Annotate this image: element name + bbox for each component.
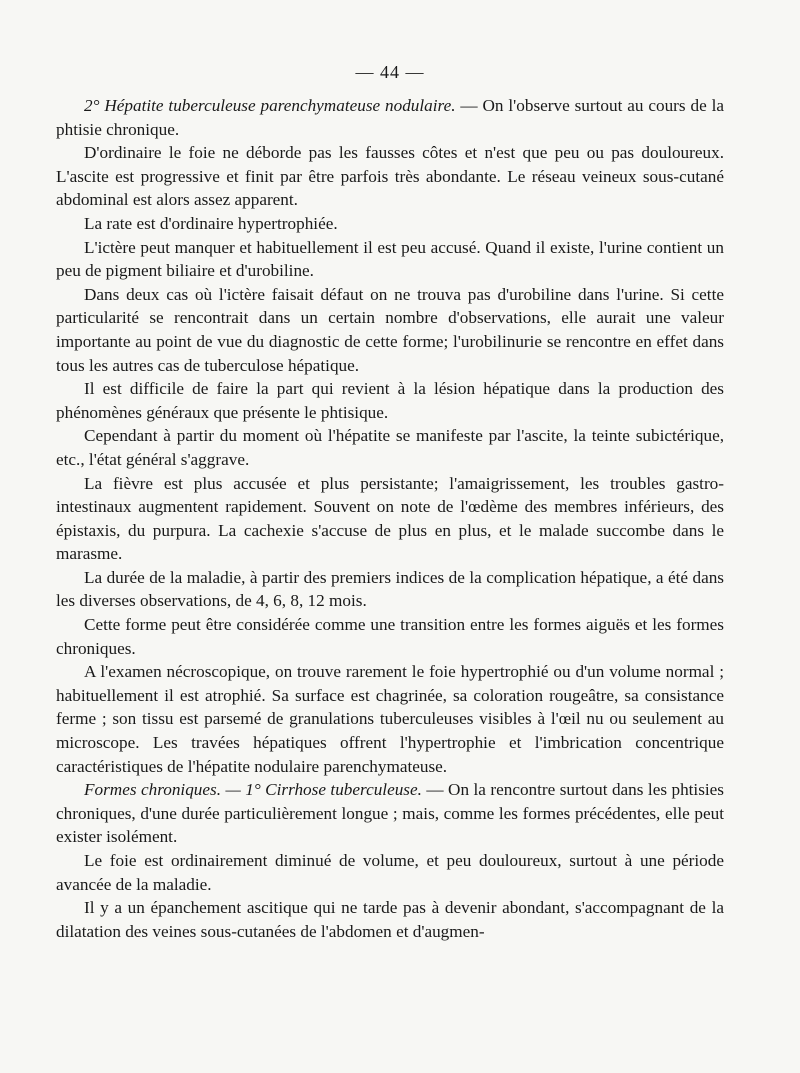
paragraph: L'ictère peut manquer et habituellement il est peu accusé. Quand il existe, l'urine contient un peu de pigment biliaire et d'urobiline. bbox=[56, 237, 724, 281]
paragraph: A l'examen nécroscopique, on trouve rarement le foie hypertrophié ou d'un volume normal ; habituellement il est atrophié. Sa surface est chagrinée, sa coloration rougeâtre, sa consistance ferme ; son tissu est parsemé de granulations tuberculeuses visibles à l'œil nu ou seulement au microscope. Les travées hépatiques offrent l'hypertrophie et l'imbrication concentrique caractéristiques de l'hépatite nodulaire parenchymateuse. bbox=[56, 662, 724, 776]
paragraph: La durée de la maladie, à partir des premiers indices de la complication hépatique, a été dans les diverses observations, de 4, 6, 8, 12 mois. bbox=[56, 567, 724, 611]
paragraph: Il y a un épanchement ascitique qui ne tarde pas à devenir abondant, s'accompagnant de la dilatation des veines sous-cutanées de l'abdomen et d'augmen- bbox=[56, 898, 724, 941]
paragraph-text: — On l'observe surtout au cours de la phtisie chronique. bbox=[56, 96, 724, 139]
paragraph-formes-chroniques bbox=[56, 778, 724, 849]
paragraph: La fièvre est plus accusée et plus persistante; l'amaigrissement, les troubles gastro-intestinaux augmentent rapidement. Souvent on note de l'œdème des membres inférieurs, des épistaxis, du purpura. La cachexie s'accuse de plus en plus, et le malade succombe dans le marasme. bbox=[56, 473, 724, 564]
paragraph: La rate est d'ordinaire hypertrophiée. bbox=[84, 213, 338, 233]
page-number: — 44 — bbox=[355, 62, 425, 82]
paragraph-hepatite-nodulaire bbox=[56, 94, 724, 141]
paragraph: Il est difficile de faire la part qui revient à la lésion hépatique dans la production des phénomènes généraux que présente le phtisique. bbox=[56, 379, 724, 422]
paragraph: D'ordinaire le foie ne déborde pas les fausses côtes et n'est que peu ou pas douloureux. L'ascite est progressive et finit par être parfois très abondante. Le réseau veineux sous-cutané abdominal est alors assez apparent. bbox=[56, 143, 724, 210]
paragraph-text: — On la rencontre surtout dans les phtisies chroniques, d'une durée particulièrement longue ; mais, comme les formes précédentes, elle peut exister isolément. bbox=[56, 780, 724, 847]
section-heading-italic: Formes chroniques. — 1° Cirrhose tuberculeuse. bbox=[84, 780, 422, 800]
paragraph: Cette forme peut être considérée comme une transition entre les formes aiguës et les formes chroniques. bbox=[56, 615, 724, 658]
section-heading-italic: 2° Hépatite tuberculeuse parenchymateuse nodulaire. bbox=[84, 96, 456, 115]
paragraph: Dans deux cas où l'ictère faisait défaut on ne trouva pas d'urobiline dans l'urine. Si cette particularité se rencontrait dans un certain nombre d'observations, elle aurait une valeur importante au point de vue du diagnostic de cette forme; l'urobilinurie se rencontre en effet dans tous les autres cas de tuberculose hépatique. bbox=[56, 284, 724, 375]
paragraph: Cependant à partir du moment où l'hépatite se manifeste par l'ascite, la teinte subictérique, etc., l'état général s'aggrave. bbox=[56, 426, 724, 469]
paragraph: Le foie est ordinairement diminué de volume, et peu douloureux, surtout à une période avancée de la maladie. bbox=[56, 851, 724, 894]
